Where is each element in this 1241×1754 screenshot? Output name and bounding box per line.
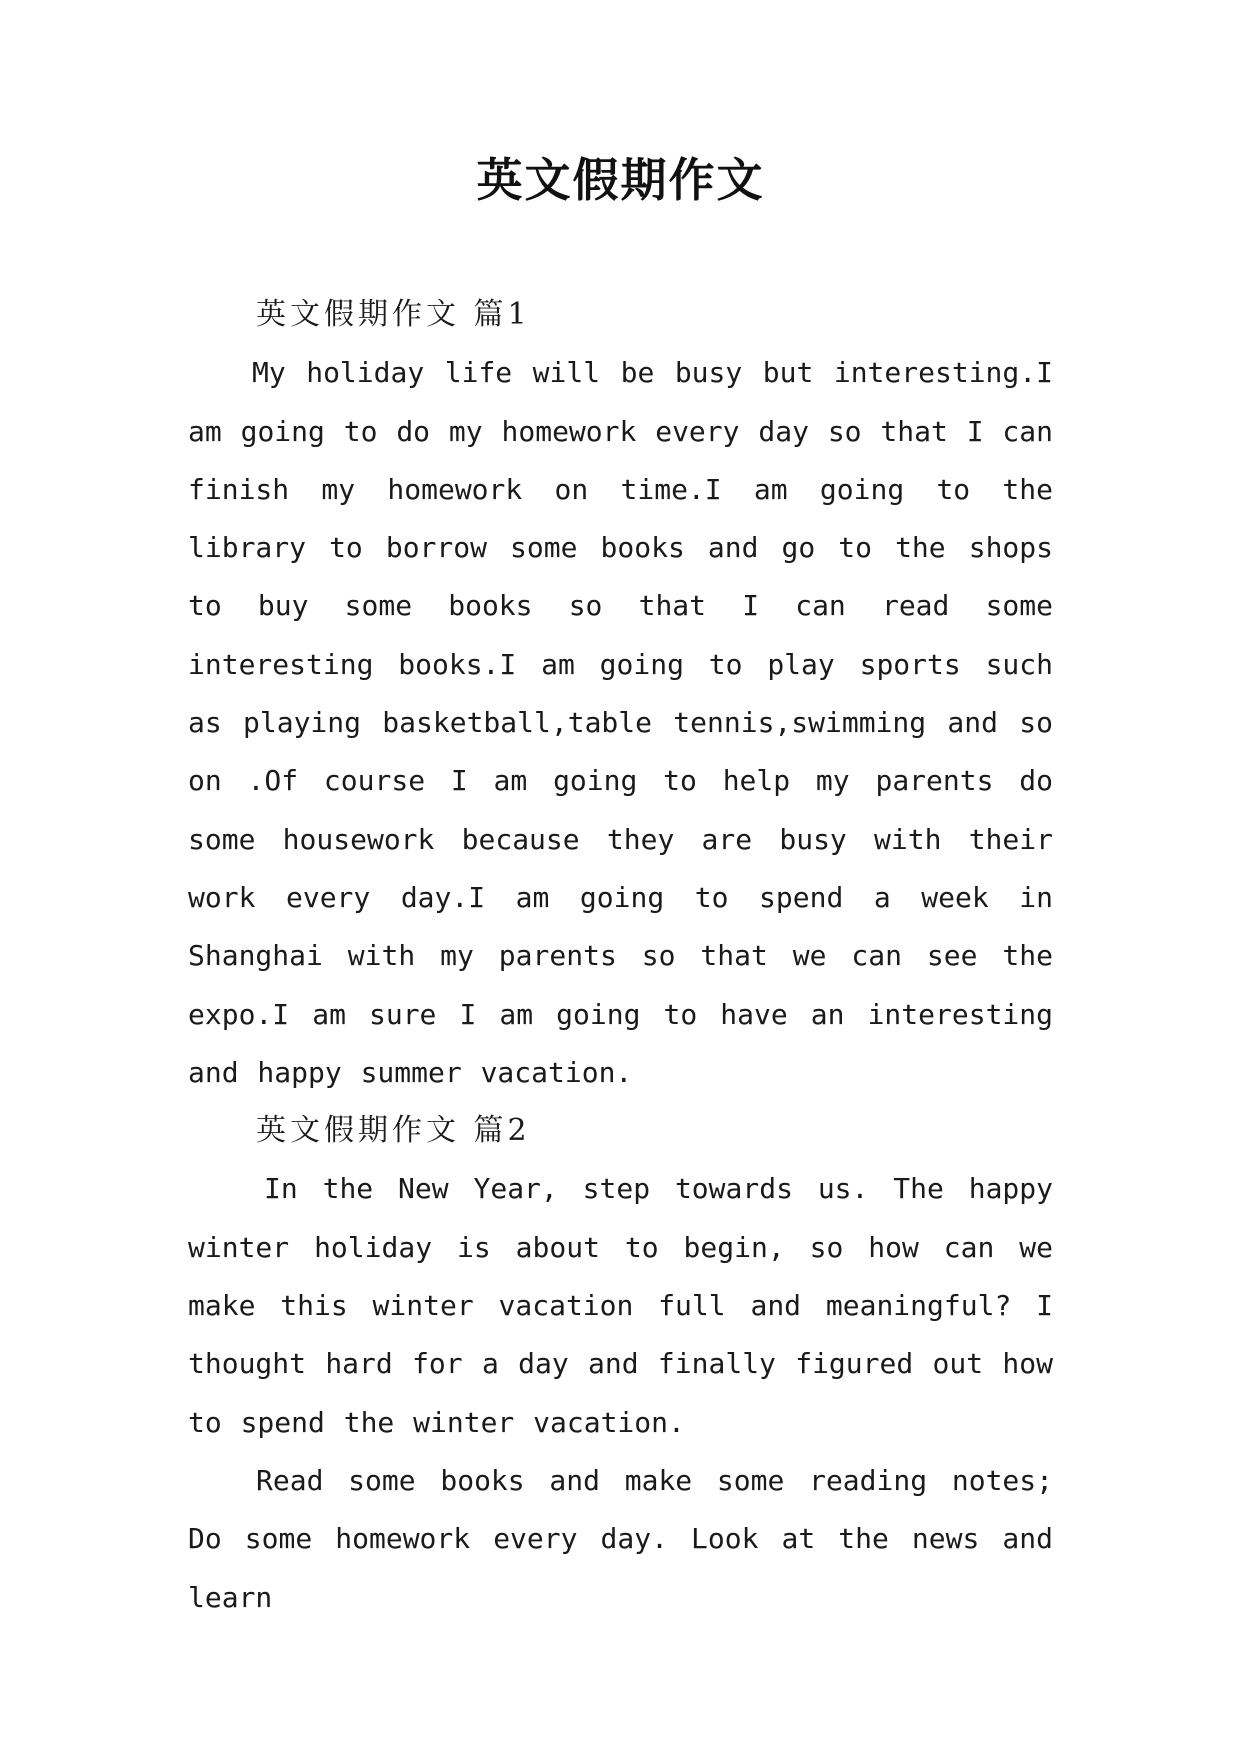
document-title: 英文假期作文	[476, 153, 765, 207]
section-heading: 英文假期作文 篇2	[256, 1113, 531, 1149]
essay-section-1	[188, 286, 1053, 1102]
section-heading: 英文假期作文 篇1	[256, 297, 531, 332]
paragraph: My holiday life will be busy but interesting.I am going to do my homework every day so that I can finish my homework on time.I am going to the library to borrow some books and go to the shops to buy some books so that I can read some interesting books.I am going to play sports such as playing basketball,table tennis,swimming and so on .Of course I am going to help my parents do some housework because they are busy with their work every day.I am going to spend a week in Shanghai with my parents so that we can see the expo.I am sure I am going to have an interesting and happy summer vacation.	[188, 356, 1053, 1089]
essay-section-2	[188, 1102, 1053, 1627]
document-body	[188, 286, 1053, 1627]
paragraph: Read some books and make some reading notes; Do some homework every day. Look at the news and learn	[188, 1463, 1053, 1614]
paragraph: In the New Year, step towards us. The happy winter holiday is about to begin, so how can we make this winter vacation full and meaningful? I thought hard for a day and finally figured out how to spend the winter vacation.	[188, 1172, 1053, 1439]
